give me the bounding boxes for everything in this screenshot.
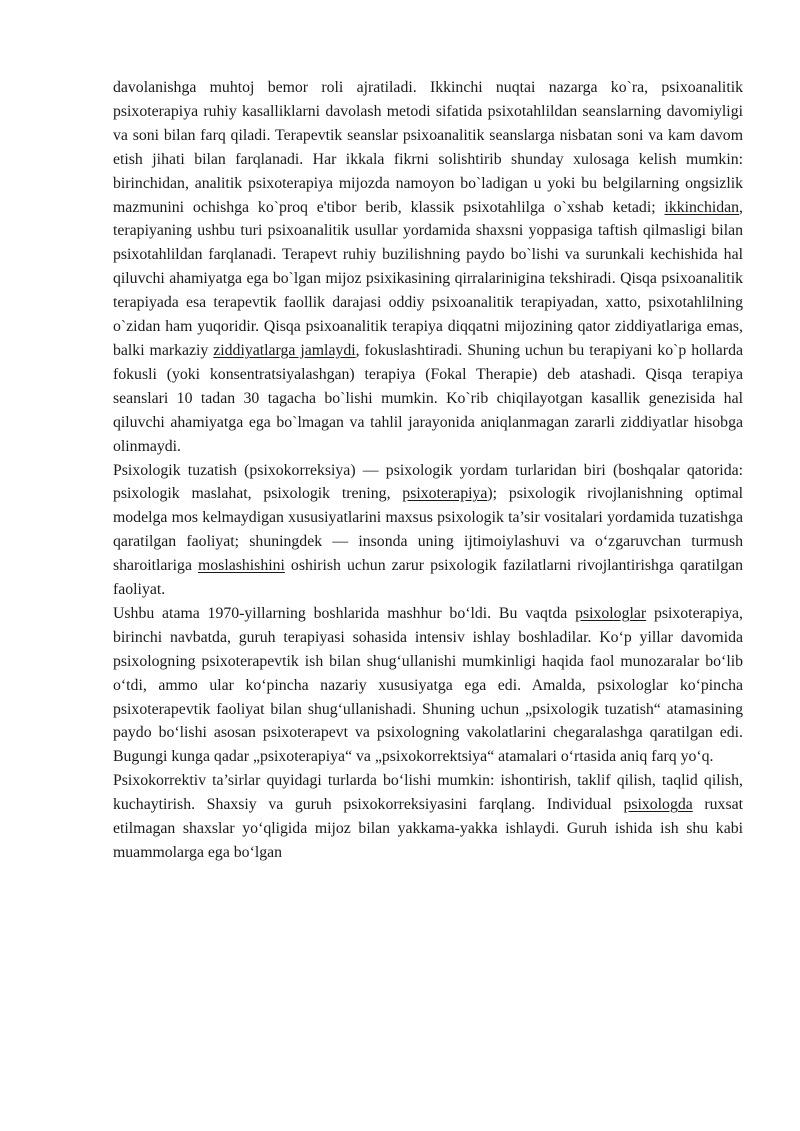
text-segment: davolanishga muhtoj bemor roli ajratiladi. Ikkinchi nuqtai nazarga ko`ra, psixoanalitik psixoterapiya ruhiy kasalliklarni davolash metodi sifatida psixotahlildan seanslarning davomiyligi va soni bilan farq qiladi. Terapevtik seanslar psixoanalitik seanslarga nisbatan soni va kam davom etish jihati bilan farqlanadi. Har ikkala fikrni solishtirib shunday xulosaga kelish mumkin: birinchidan, analitik psixoterapiya mijozda namoyon bo`ladigan u yoki bu belgilarning ongsizlik mazmunini ochishga ko`proq e'tibor berib, klassik psixotahlilga o`xshab ketadi; — [113, 79, 743, 216]
link-psixoterapiya[interactable]: psixoterapiya — [402, 485, 488, 503]
document-page — [113, 76, 743, 865]
text-segment: oshirish uchun zarur psixologik fazilatlarni rivojlantirishga qaratilgan faoliyat. — [113, 557, 744, 599]
paragraph-1 — [113, 76, 743, 459]
text-segment: psixoterapiya, birinchi navbatda, guruh terapiyasi sohasida intensiv ishlay boshladilar. Ko‘p yillar davomida psixologning psixoterapevtik ish bilan shug‘ullanishi mumkinligi haqida faol munozaralar bo‘lib o‘tdi, ammo ular ko‘pincha nazariy xususiyatga ega edi. Amalda, psixologlar ko‘pincha psixoterapevtik faoliyat bilan shug‘ullanishadi. Shuning uchun „psixologik tuzatish“ atamasining paydo bo‘lishi asosan psixoterapevt va psixologning vakolatlarini chegaralashga qaratilgan edi. Bugungi kunga qadar „psixoterapiya“ va „psixokorrektsiya“ atamalari o‘rtasida aniq farq yo‘q. — [113, 604, 744, 766]
link-ziddiyatlarga-jamlaydi[interactable]: ziddiyatlarga jamlaydi — [213, 341, 356, 359]
paragraph-4 — [113, 769, 743, 865]
text-segment: ); psixologik rivojlanishning optimal modelga mos kelmaydigan xususiyatlarini maxsus psixologik ta’sir vositalari yordamida tuzatishga qaratilgan faoliyat; shuningdek — insonda uning ijtimoiylashuvi va o‘zgaruvchan turmush sharoitlariga — [113, 485, 743, 575]
text-segment: Psixokorrektiv ta’sirlar quyidagi turlarda bo‘lishi mumkin: ishontirish, taklif qilish, taqlid qilish, kuchaytirish. Shaxsiy va guruh psixokorreksiyasini farqlang. Individual — [113, 772, 743, 814]
link-psixologlar[interactable]: psixologlar — [575, 604, 647, 622]
link-psixologda[interactable]: psixologda — [623, 796, 693, 814]
link-moslashishini[interactable]: moslashishini — [198, 557, 285, 575]
paragraph-3 — [113, 602, 743, 769]
text-segment: , fokuslashtiradi. Shuning uchun bu terapiyani ko`p hollarda fokusli (yoki konsentratsiyalashgan) terapiya (Fokal Therapie) deb atashadi. Qisqa terapiya seanslari 10 tadan 30 tagacha bo`lishi mumkin. Ko`rib chiqilayotgan kasallik genezisida hal qiluvchi ahamiyatga ega bo`lmagan va tahlil jarayonida aniqlanmagan zararli ziddiyatlar hisobga olinmaydi. — [113, 341, 743, 455]
text-segment: ruxsat etilmagan shaxslar yo‘qligida mijoz bilan yakkama-yakka ishlaydi. Guruh ishida ish shu kabi muammolarga ega bo‘lgan — [113, 796, 743, 861]
link-ikkinchidan[interactable]: ikkinchidan — [664, 198, 740, 216]
paragraph-2 — [113, 459, 743, 602]
text-segment: , terapiyaning ushbu turi psixoanalitik usullar yordamida shaxsni yoppasiga taftish qilmasligi bilan psixotahlildan farqlanadi. Terapevt ruhiy buzilishning paydo bo`lishi va surunkali kechishida hal qiluvchi ahamiyatga ega bo`lgan mijoz psixikasining qirralarinigina tekshiradi. Qisqa psixoanalitik terapiyada esa terapevtik faollik darajasi oddiy psixoanalitik terapiyadan, xatto, psixotahlilning o`zidan ham yuqoridir. Qisqa psixoanalitik terapiya diqqatni mijozining qator ziddiyatlariga emas, balki markaziy — [113, 198, 743, 359]
text-segment: Psixologik tuzatish (psixokorreksiya) — psixologik yordam turlaridan biri (boshqalar qatorida: psixologik maslahat, psixologik trening, — [113, 461, 743, 503]
text-segment: Ushbu atama 1970-yillarning boshlarida mashhur bo‘ldi. Bu vaqtda — [113, 604, 576, 622]
